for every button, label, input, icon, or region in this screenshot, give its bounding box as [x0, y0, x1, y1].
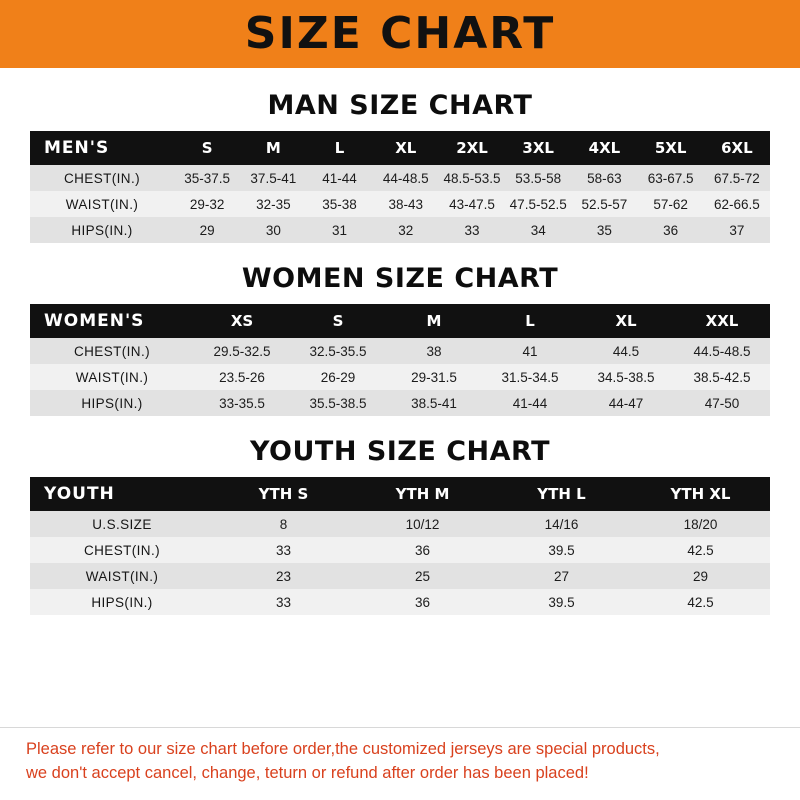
cell: 48.5-53.5	[439, 165, 505, 191]
table-row	[30, 165, 770, 191]
col-header-s: S	[290, 304, 386, 338]
cell: 43-47.5	[439, 191, 505, 217]
cell: 35-38	[306, 191, 372, 217]
table-row	[30, 338, 770, 364]
col-header-4xl: 4XL	[571, 131, 637, 165]
col-header-xxl: XXL	[674, 304, 770, 338]
cell: 41-44	[306, 165, 372, 191]
table-header-row	[30, 131, 770, 165]
row-label-hips: HIPS(IN.)	[30, 390, 194, 416]
cell: 29	[174, 217, 240, 243]
cell: 26-29	[290, 364, 386, 390]
cell: 41-44	[482, 390, 578, 416]
cell: 10/12	[353, 511, 492, 537]
col-header-s: S	[174, 131, 240, 165]
cell: 52.5-57	[571, 191, 637, 217]
cell: 33	[214, 537, 353, 563]
col-header-5xl: 5XL	[638, 131, 704, 165]
col-header-xl: XL	[373, 131, 439, 165]
cell: 31.5-34.5	[482, 364, 578, 390]
cell: 63-67.5	[638, 165, 704, 191]
page-banner	[0, 0, 800, 68]
cell: 29-31.5	[386, 364, 482, 390]
cell: 57-62	[638, 191, 704, 217]
cell: 32-35	[240, 191, 306, 217]
cell: 23.5-26	[194, 364, 290, 390]
cell: 30	[240, 217, 306, 243]
cell: 29-32	[174, 191, 240, 217]
cell: 34	[505, 217, 571, 243]
col-header-xs: XS	[194, 304, 290, 338]
section-youth	[30, 436, 770, 615]
col-header-m: M	[240, 131, 306, 165]
cell: 29	[631, 563, 770, 589]
table-header-row	[30, 304, 770, 338]
cell: 42.5	[631, 537, 770, 563]
col-header-label: YOUTH	[30, 477, 214, 511]
table-youth-size	[30, 477, 770, 615]
table-man-size	[30, 131, 770, 243]
col-header-label: MEN'S	[30, 131, 174, 165]
cell: 36	[353, 537, 492, 563]
cell: 33-35.5	[194, 390, 290, 416]
cell: 33	[439, 217, 505, 243]
cell: 29.5-32.5	[194, 338, 290, 364]
cell: 18/20	[631, 511, 770, 537]
cell: 47-50	[674, 390, 770, 416]
col-header-m: M	[386, 304, 482, 338]
cell: 25	[353, 563, 492, 589]
col-header-label: WOMEN'S	[30, 304, 194, 338]
col-header-yth-xl: YTH XL	[631, 477, 770, 511]
cell: 35.5-38.5	[290, 390, 386, 416]
cell: 38.5-41	[386, 390, 482, 416]
table-header-row	[30, 477, 770, 511]
col-header-l: L	[306, 131, 372, 165]
table-row	[30, 390, 770, 416]
col-header-6xl: 6XL	[704, 131, 770, 165]
row-label-chest: CHEST(IN.)	[30, 165, 174, 191]
section-title-women: WOMEN SIZE CHART	[241, 263, 559, 294]
table-row	[30, 511, 770, 537]
table-women-size	[30, 304, 770, 416]
footer-note	[0, 727, 800, 800]
row-label-hips: HIPS(IN.)	[30, 217, 174, 243]
table-row	[30, 364, 770, 390]
cell: 62-66.5	[704, 191, 770, 217]
row-label-waist: WAIST(IN.)	[30, 191, 174, 217]
cell: 23	[214, 563, 353, 589]
table-row	[30, 563, 770, 589]
cell: 67.5-72	[704, 165, 770, 191]
cell: 44-48.5	[373, 165, 439, 191]
cell: 42.5	[631, 589, 770, 615]
col-header-yth-s: YTH S	[214, 477, 353, 511]
cell: 32	[373, 217, 439, 243]
cell: 38.5-42.5	[674, 364, 770, 390]
row-label-hips: HIPS(IN.)	[30, 589, 214, 615]
cell: 35-37.5	[174, 165, 240, 191]
cell: 39.5	[492, 589, 631, 615]
cell: 33	[214, 589, 353, 615]
cell: 37	[704, 217, 770, 243]
table-row	[30, 589, 770, 615]
cell: 44.5	[578, 338, 674, 364]
cell: 14/16	[492, 511, 631, 537]
col-header-yth-l: YTH L	[492, 477, 631, 511]
row-label-chest: CHEST(IN.)	[30, 338, 194, 364]
table-row	[30, 537, 770, 563]
table-row	[30, 191, 770, 217]
row-label-waist: WAIST(IN.)	[30, 563, 214, 589]
cell: 31	[306, 217, 372, 243]
row-label-waist: WAIST(IN.)	[30, 364, 194, 390]
cell: 36	[353, 589, 492, 615]
col-header-l: L	[482, 304, 578, 338]
section-title-youth: YOUTH SIZE CHART	[249, 436, 551, 467]
cell: 35	[571, 217, 637, 243]
footer-line-2: we don't accept cancel, change, teturn or refund after order has been placed!	[26, 764, 589, 783]
cell: 38-43	[373, 191, 439, 217]
cell: 58-63	[571, 165, 637, 191]
section-title-man: MAN SIZE CHART	[267, 90, 533, 121]
table-row	[30, 217, 770, 243]
col-header-3xl: 3XL	[505, 131, 571, 165]
section-man	[30, 90, 770, 243]
col-header-2xl: 2XL	[439, 131, 505, 165]
row-label-chest: CHEST(IN.)	[30, 537, 214, 563]
cell: 27	[492, 563, 631, 589]
cell: 44-47	[578, 390, 674, 416]
cell: 53.5-58	[505, 165, 571, 191]
cell: 34.5-38.5	[578, 364, 674, 390]
section-women	[30, 263, 770, 416]
cell: 8	[214, 511, 353, 537]
cell: 36	[638, 217, 704, 243]
cell: 32.5-35.5	[290, 338, 386, 364]
page-title: SIZE CHART	[244, 8, 556, 59]
cell: 39.5	[492, 537, 631, 563]
cell: 41	[482, 338, 578, 364]
cell: 37.5-41	[240, 165, 306, 191]
col-header-yth-m: YTH M	[353, 477, 492, 511]
col-header-xl: XL	[578, 304, 674, 338]
cell: 44.5-48.5	[674, 338, 770, 364]
cell: 38	[386, 338, 482, 364]
row-label-us-size: U.S.SIZE	[30, 511, 214, 537]
cell: 47.5-52.5	[505, 191, 571, 217]
footer-line-1: Please refer to our size chart before order,the customized jerseys are special products,	[26, 740, 660, 759]
